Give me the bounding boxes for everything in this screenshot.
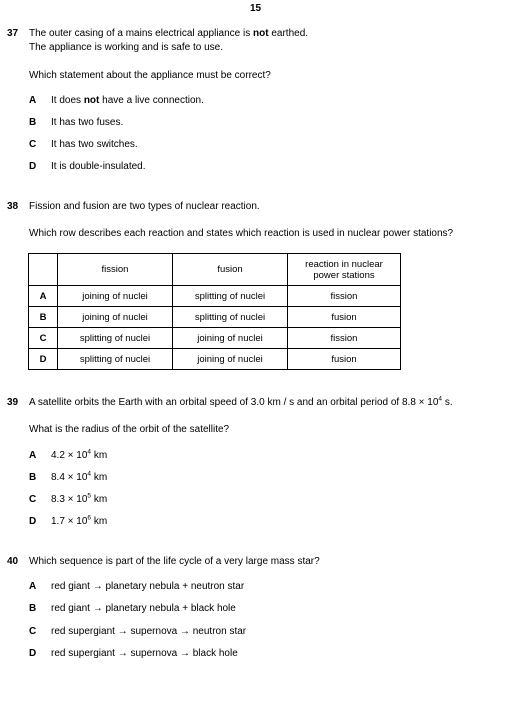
q40-option-b-letter: B [29,603,37,614]
q40-option-b-text: red giant → planetary nebula + black hole [51,603,236,614]
question-37-stem: The outer casing of a mains electrical appliance is not earthed. [29,28,309,39]
row-power-station: fusion [288,349,401,370]
question-38-number: 38 [7,201,19,212]
table-header-fission: fission [58,254,173,286]
table-header-power-stations: reaction in nuclear power stations [288,254,401,286]
q37-option-b-text: It has two fuses. [51,117,124,128]
row-fusion: joining of nuclei [173,349,288,370]
q40-option-d-letter: D [29,648,37,659]
q39-option-d-text: $1.7 \times 10^6$ km [51,514,108,527]
q37-option-c-text: It has two switches. [51,139,138,150]
question-37-stem-line2: The appliance is working and is safe to use. [29,42,223,53]
q40-option-d-text: red supergiant → supernova → black hole [51,648,238,659]
q39-option-b-letter: B [29,472,37,483]
q37-option-b-letter: B [29,117,37,128]
q37-option-d-letter: D [29,161,37,172]
table-row [29,328,401,349]
q37-option-a-text: It does not have a live connection. [51,95,204,106]
q39-option-c-letter: C [29,494,37,505]
q39-option-d-letter: D [29,516,37,527]
table-row [29,286,401,307]
q37-option-d-text: It is double-insulated. [51,161,146,172]
row-fission: joining of nuclei [58,286,173,307]
q39-option-c-text: $8.3 \times 10^5$ km [51,492,108,505]
q39-option-b-text: $8.4 \times 10^4$ km [51,470,108,483]
row-fission: joining of nuclei [58,307,173,328]
row-fusion: splitting of nuclei [173,307,288,328]
page-number: 15 [249,3,262,14]
question-37-prompt: Which statement about the appliance must be correct? [29,70,271,81]
row-letter: A [29,286,58,307]
row-power-station: fission [288,328,401,349]
question-39-prompt: What is the radius of the orbit of the satellite? [29,424,230,435]
q40-option-a-letter: A [29,581,37,592]
row-fission: splitting of nuclei [58,349,173,370]
q39-option-a-text: $4.2 \times 10^4$ km [51,448,108,461]
table-header-row [29,254,401,286]
question-40-number: 40 [7,556,19,567]
table-row [29,307,401,328]
table-row [29,349,401,370]
q37-option-a-letter: A [29,95,37,106]
table-header-blank [29,254,58,286]
row-fusion: splitting of nuclei [173,286,288,307]
row-letter: B [29,307,58,328]
question-37-number: 37 [7,28,19,39]
q40-option-c-letter: C [29,626,37,637]
question-39-stem: A satellite orbits the Earth with an orbital speed of 3.0 km / s and an orbital period of $8.8 \times 10^4$ s. [29,395,453,408]
q40-option-c-text: red supergiant → supernova → neutron star [51,626,247,637]
row-power-station: fusion [288,307,401,328]
question-38-stem: Fission and fusion are two types of nuclear reaction. [29,201,260,212]
question-40-prompt: Which sequence is part of the life cycle of a very large mass star? [29,556,320,567]
row-fission: splitting of nuclei [58,328,173,349]
row-letter: D [29,349,58,370]
question-39-number: 39 [7,397,19,408]
question-38-prompt: Which row describes each reaction and states which reaction is used in nuclear power stations? [29,228,454,239]
q40-option-a-text: red giant → planetary nebula + neutron star [51,581,245,592]
q39-option-a-letter: A [29,450,37,461]
q37-option-c-letter: C [29,139,37,150]
row-letter: C [29,328,58,349]
table-header-fusion: fusion [173,254,288,286]
nuclear-reaction-table [28,253,401,370]
row-fusion: joining of nuclei [173,328,288,349]
row-power-station: fission [288,286,401,307]
